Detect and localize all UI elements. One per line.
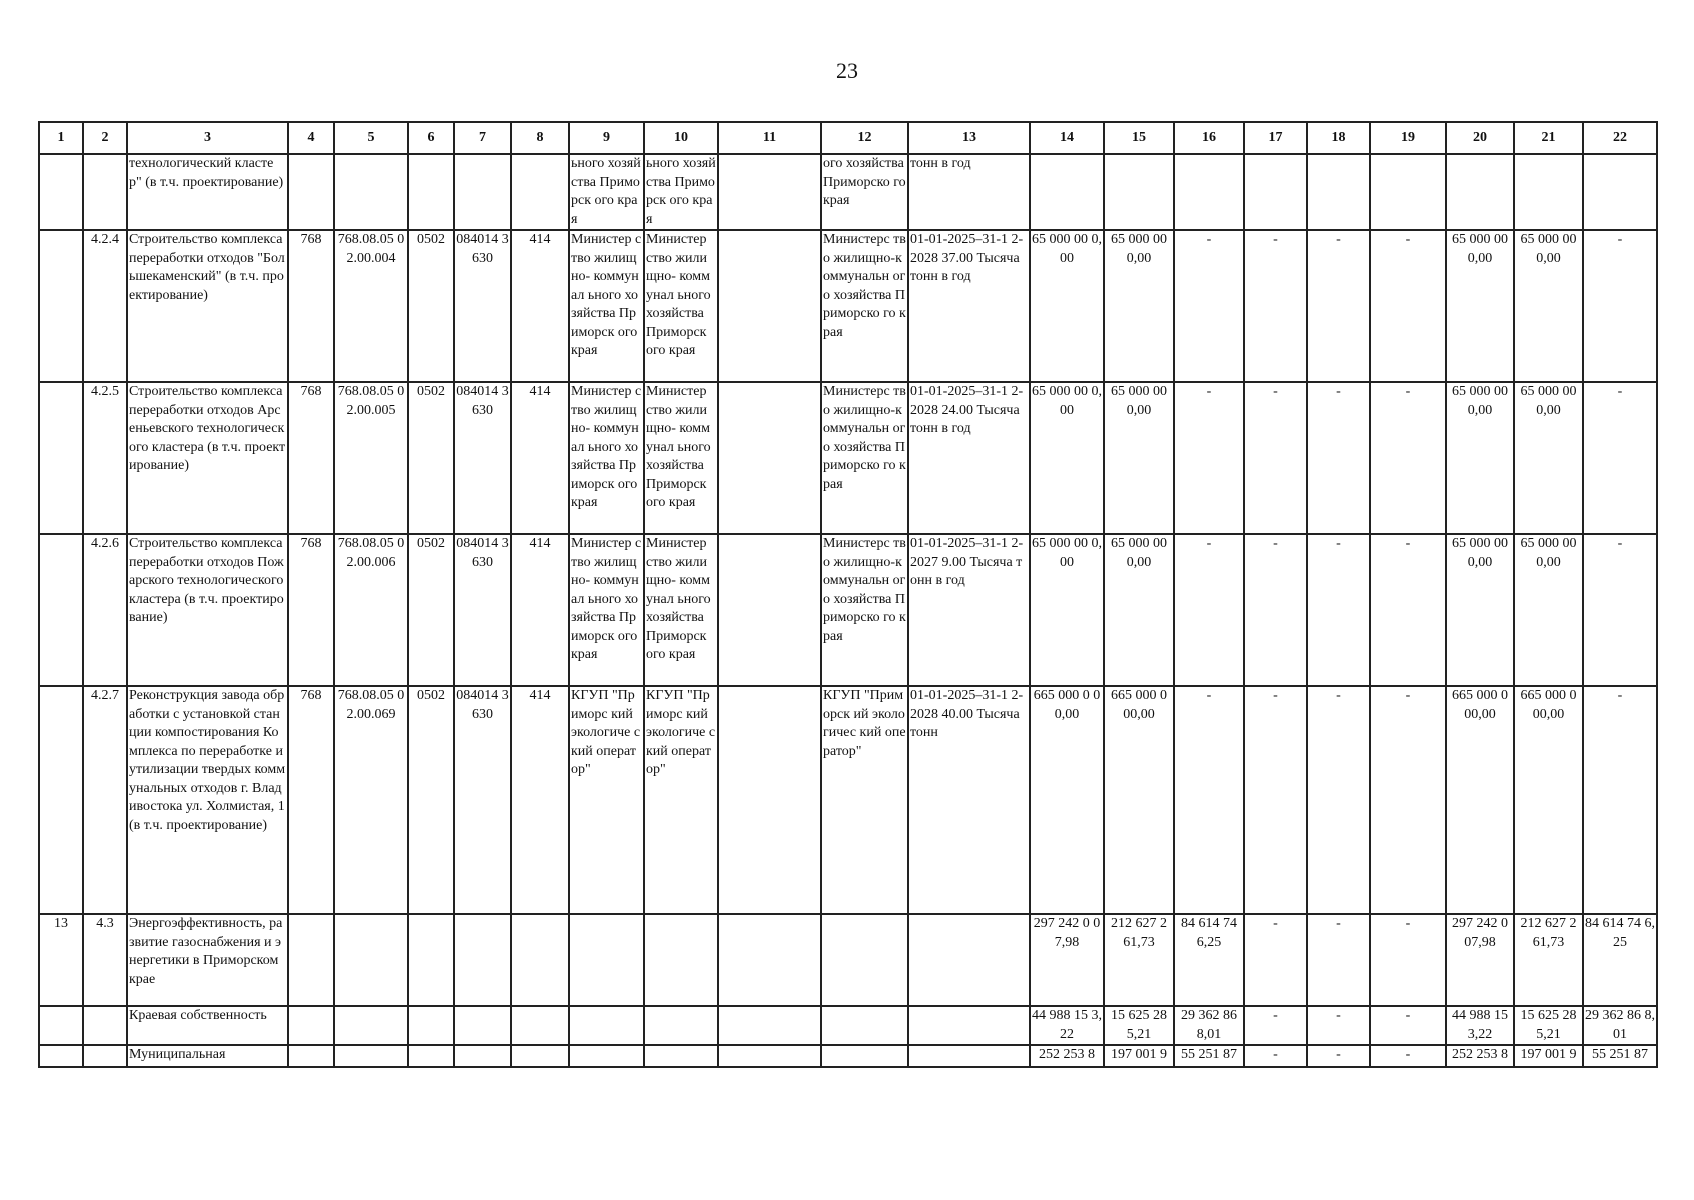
cell-col-16 — [1174, 154, 1244, 230]
cell-col-13 — [908, 914, 1030, 1006]
cell-col-11 — [718, 914, 821, 1006]
cell-col-9: КГУП "Приморс кий экологиче ский оператор" — [569, 686, 644, 914]
cell-col-10: Министер ство жилищно- коммунал ьного хозяйства Приморск ого края — [644, 534, 718, 686]
cell-col-5: 768.08.05 02.00.006 — [334, 534, 408, 686]
cell-col-5 — [334, 154, 408, 230]
col-header-16: 16 — [1174, 122, 1244, 154]
cell-col-11 — [718, 382, 821, 534]
cell-col-5 — [334, 1045, 408, 1067]
table-body — [39, 154, 1657, 1067]
cell-col-14: 65 000 00 0,00 — [1030, 230, 1104, 382]
cell-col-5: 768.08.05 02.00.005 — [334, 382, 408, 534]
cell-col-5: 768.08.05 02.00.004 — [334, 230, 408, 382]
cell-col-1 — [39, 686, 83, 914]
cell-col-19: - — [1370, 534, 1446, 686]
cell-col-4: 768 — [288, 686, 334, 914]
cell-col-9: Министер ство жилищно- коммунал ьного хозяйства Приморск ого края — [569, 534, 644, 686]
cell-col-19: - — [1370, 914, 1446, 1006]
cell-col-3: Строительство комплекса переработки отходов "Большекаменский" (в т.ч. проектирование) — [127, 230, 288, 382]
cell-col-9: Министер ство жилищно- коммунал ьного хозяйства Приморск ого края — [569, 382, 644, 534]
cell-col-7: 084014 3630 — [454, 230, 511, 382]
cell-col-16: - — [1174, 686, 1244, 914]
cell-col-14: 665 000 0 00,00 — [1030, 686, 1104, 914]
cell-col-12: Министерс тво жилищно-к оммунальн ого хозяйства Приморско го края — [821, 382, 908, 534]
col-header-12: 12 — [821, 122, 908, 154]
cell-col-3: Краевая собственность — [127, 1006, 288, 1045]
cell-col-22 — [1583, 154, 1657, 230]
table-row-4-2-5 — [39, 382, 1657, 534]
cell-col-20: 44 988 15 3,22 — [1446, 1006, 1514, 1045]
cell-col-9 — [569, 1006, 644, 1045]
cell-col-5: 768.08.05 02.00.069 — [334, 686, 408, 914]
cell-col-4 — [288, 1045, 334, 1067]
cell-col-11 — [718, 1006, 821, 1045]
col-header-15: 15 — [1104, 122, 1174, 154]
cell-col-6 — [408, 914, 454, 1006]
cell-col-12: Министерс тво жилищно-к оммунальн ого хозяйства Приморско го края — [821, 534, 908, 686]
cell-col-19: - — [1370, 230, 1446, 382]
cell-col-3: Строительство комплекса переработки отходов Арсеньевского технологического кластера (в т.ч. проектирование) — [127, 382, 288, 534]
cell-col-10: ьного хозяйства Приморск ого края — [644, 154, 718, 230]
cell-col-16: 29 362 86 8,01 — [1174, 1006, 1244, 1045]
cell-col-6: 0502 — [408, 686, 454, 914]
cell-col-9: Министер ство жилищно- коммунал ьного хозяйства Приморск ого края — [569, 230, 644, 382]
cell-col-15: 65 000 00 0,00 — [1104, 382, 1174, 534]
cell-col-7: 084014 3630 — [454, 382, 511, 534]
cell-col-21: 197 001 9 — [1514, 1045, 1583, 1067]
cell-col-19: - — [1370, 1006, 1446, 1045]
cell-col-7 — [454, 1045, 511, 1067]
cell-col-18: - — [1307, 686, 1370, 914]
col-header-6: 6 — [408, 122, 454, 154]
table-row-regional-property — [39, 1006, 1657, 1045]
cell-col-2 — [83, 1045, 127, 1067]
cell-col-18: - — [1307, 230, 1370, 382]
cell-col-21 — [1514, 154, 1583, 230]
cell-col-10 — [644, 1045, 718, 1067]
cell-col-3: Строительство комплекса переработки отходов Пожарского технологического кластера (в т.ч. проектирование) — [127, 534, 288, 686]
cell-col-6: 0502 — [408, 534, 454, 686]
cell-col-5 — [334, 914, 408, 1006]
cell-col-17 — [1244, 154, 1307, 230]
cell-col-1 — [39, 230, 83, 382]
cell-col-2: 4.2.4 — [83, 230, 127, 382]
cell-col-20: 65 000 00 0,00 — [1446, 534, 1514, 686]
cell-col-2: 4.2.6 — [83, 534, 127, 686]
cell-col-14: 44 988 15 3,22 — [1030, 1006, 1104, 1045]
cell-col-14: 252 253 8 — [1030, 1045, 1104, 1067]
cell-col-12 — [821, 914, 908, 1006]
cell-col-12: Министерс тво жилищно-к оммунальн ого хозяйства Приморско го края — [821, 230, 908, 382]
cell-col-17: - — [1244, 230, 1307, 382]
cell-col-1 — [39, 154, 83, 230]
cell-col-13: тонн в год — [908, 154, 1030, 230]
cell-col-12: КГУП "Приморск ий экологичес кий оператор" — [821, 686, 908, 914]
cell-col-13 — [908, 1045, 1030, 1067]
col-header-14: 14 — [1030, 122, 1104, 154]
cell-col-8 — [511, 1045, 569, 1067]
cell-col-17: - — [1244, 534, 1307, 686]
cell-col-4 — [288, 154, 334, 230]
cell-col-17: - — [1244, 1045, 1307, 1067]
cell-col-2: 4.3 — [83, 914, 127, 1006]
cell-col-7 — [454, 1006, 511, 1045]
cell-col-10: Министер ство жилищно- коммунал ьного хозяйства Приморск ого края — [644, 382, 718, 534]
cell-col-15: 65 000 00 0,00 — [1104, 230, 1174, 382]
cell-col-8: 414 — [511, 382, 569, 534]
cell-col-2: 4.2.7 — [83, 686, 127, 914]
cell-col-22: 55 251 87 — [1583, 1045, 1657, 1067]
cell-col-15 — [1104, 154, 1174, 230]
table-row-continuation — [39, 154, 1657, 230]
cell-col-1 — [39, 1045, 83, 1067]
cell-col-18: - — [1307, 1006, 1370, 1045]
cell-col-6 — [408, 1006, 454, 1045]
cell-col-16: - — [1174, 382, 1244, 534]
col-header-10: 10 — [644, 122, 718, 154]
cell-col-20: 665 000 0 00,00 — [1446, 686, 1514, 914]
cell-col-21: 212 627 2 61,73 — [1514, 914, 1583, 1006]
col-header-1: 1 — [39, 122, 83, 154]
cell-col-22: - — [1583, 534, 1657, 686]
cell-col-11 — [718, 534, 821, 686]
cell-col-13 — [908, 1006, 1030, 1045]
cell-col-22: 84 614 74 6,25 — [1583, 914, 1657, 1006]
col-header-7: 7 — [454, 122, 511, 154]
cell-col-5 — [334, 1006, 408, 1045]
cell-col-12 — [821, 1045, 908, 1067]
cell-col-13: 01-01-2025–31-1 2-2028 24.00 Тысяча тонн в год — [908, 382, 1030, 534]
cell-col-3: Муниципальная — [127, 1045, 288, 1067]
cell-col-15: 65 000 00 0,00 — [1104, 534, 1174, 686]
cell-col-18 — [1307, 154, 1370, 230]
col-header-22: 22 — [1583, 122, 1657, 154]
cell-col-4 — [288, 1006, 334, 1045]
cell-col-8 — [511, 1006, 569, 1045]
cell-col-21: 65 000 00 0,00 — [1514, 382, 1583, 534]
col-header-3: 3 — [127, 122, 288, 154]
cell-col-3: технологический кластер" (в т.ч. проектирование) — [127, 154, 288, 230]
cell-col-20: 297 242 0 07,98 — [1446, 914, 1514, 1006]
cell-col-6 — [408, 154, 454, 230]
header-row — [39, 122, 1657, 154]
cell-col-9: ьного хозяйства Приморск ого края — [569, 154, 644, 230]
cell-col-21: 65 000 00 0,00 — [1514, 534, 1583, 686]
cell-col-8: 414 — [511, 686, 569, 914]
cell-col-6: 0502 — [408, 382, 454, 534]
cell-col-13: 01-01-2025–31-1 2-2027 9.00 Тысяча тонн в год — [908, 534, 1030, 686]
cell-col-8: 414 — [511, 230, 569, 382]
cell-col-1 — [39, 534, 83, 686]
cell-col-1 — [39, 1006, 83, 1045]
cell-col-8: 414 — [511, 534, 569, 686]
cell-col-20 — [1446, 154, 1514, 230]
cell-col-11 — [718, 154, 821, 230]
cell-col-19: - — [1370, 1045, 1446, 1067]
cell-col-20: 65 000 00 0,00 — [1446, 382, 1514, 534]
cell-col-1: 13 — [39, 914, 83, 1006]
cell-col-10 — [644, 914, 718, 1006]
cell-col-13: 01-01-2025–31-1 2-2028 37.00 Тысяча тонн в год — [908, 230, 1030, 382]
table-row-4-3 — [39, 914, 1657, 1006]
cell-col-14: 65 000 00 0,00 — [1030, 382, 1104, 534]
cell-col-7: 084014 3630 — [454, 686, 511, 914]
cell-col-16: 84 614 74 6,25 — [1174, 914, 1244, 1006]
cell-col-14 — [1030, 154, 1104, 230]
cell-col-15: 197 001 9 — [1104, 1045, 1174, 1067]
col-header-4: 4 — [288, 122, 334, 154]
cell-col-17: - — [1244, 382, 1307, 534]
cell-col-15: 665 000 0 00,00 — [1104, 686, 1174, 914]
cell-col-21: 15 625 28 5,21 — [1514, 1006, 1583, 1045]
cell-col-16: 55 251 87 — [1174, 1045, 1244, 1067]
table-row-4-2-4 — [39, 230, 1657, 382]
col-header-8: 8 — [511, 122, 569, 154]
cell-col-22: 29 362 86 8,01 — [1583, 1006, 1657, 1045]
cell-col-10: КГУП "Приморс кий экологиче ский оператор" — [644, 686, 718, 914]
cell-col-12: ого хозяйства Приморско го края — [821, 154, 908, 230]
cell-col-3: Энергоэффективность, развитие газоснабжения и энергетики в Приморском крае — [127, 914, 288, 1006]
cell-col-4: 768 — [288, 534, 334, 686]
cell-col-20: 252 253 8 — [1446, 1045, 1514, 1067]
cell-col-9 — [569, 914, 644, 1006]
table-row-municipal — [39, 1045, 1657, 1067]
cell-col-18: - — [1307, 382, 1370, 534]
cell-col-10: Министер ство жилищно- коммунал ьного хозяйства Приморск ого края — [644, 230, 718, 382]
cell-col-14: 297 242 0 07,98 — [1030, 914, 1104, 1006]
col-header-13: 13 — [908, 122, 1030, 154]
col-header-19: 19 — [1370, 122, 1446, 154]
cell-col-16: - — [1174, 230, 1244, 382]
cell-col-21: 65 000 00 0,00 — [1514, 230, 1583, 382]
cell-col-7 — [454, 154, 511, 230]
cell-col-15: 212 627 2 61,73 — [1104, 914, 1174, 1006]
cell-col-17: - — [1244, 1006, 1307, 1045]
cell-col-18: - — [1307, 534, 1370, 686]
cell-col-4 — [288, 914, 334, 1006]
cell-col-6: 0502 — [408, 230, 454, 382]
cell-col-20: 65 000 00 0,00 — [1446, 230, 1514, 382]
cell-col-10 — [644, 1006, 718, 1045]
col-header-5: 5 — [334, 122, 408, 154]
table-row-4-2-7 — [39, 686, 1657, 914]
cell-col-2: 4.2.5 — [83, 382, 127, 534]
cell-col-6 — [408, 1045, 454, 1067]
cell-col-22: - — [1583, 230, 1657, 382]
cell-col-2 — [83, 154, 127, 230]
cell-col-17: - — [1244, 914, 1307, 1006]
cell-col-22: - — [1583, 382, 1657, 534]
cell-col-1 — [39, 382, 83, 534]
col-header-11: 11 — [718, 122, 821, 154]
cell-col-11 — [718, 686, 821, 914]
cell-col-19: - — [1370, 382, 1446, 534]
cell-col-8 — [511, 914, 569, 1006]
cell-col-19: - — [1370, 686, 1446, 914]
col-header-17: 17 — [1244, 122, 1307, 154]
col-header-20: 20 — [1446, 122, 1514, 154]
cell-col-19 — [1370, 154, 1446, 230]
cell-col-15: 15 625 28 5,21 — [1104, 1006, 1174, 1045]
cell-col-13: 01-01-2025–31-1 2-2028 40.00 Тысяча тонн — [908, 686, 1030, 914]
cell-col-4: 768 — [288, 382, 334, 534]
cell-col-3: Реконструкция завода обработки с установкой станции компостирования Комплекса по переработке и утилизации твердых коммунальных отходов г. Владивостока ул. Холмистая, 1 (в т.ч. проектирование) — [127, 686, 288, 914]
cell-col-11 — [718, 230, 821, 382]
cell-col-4: 768 — [288, 230, 334, 382]
cell-col-18: - — [1307, 1045, 1370, 1067]
cell-col-22: - — [1583, 686, 1657, 914]
cell-col-11 — [718, 1045, 821, 1067]
col-header-18: 18 — [1307, 122, 1370, 154]
budget-table — [38, 121, 1658, 1068]
cell-col-18: - — [1307, 914, 1370, 1006]
col-header-21: 21 — [1514, 122, 1583, 154]
col-header-9: 9 — [569, 122, 644, 154]
table-row-4-2-6 — [39, 534, 1657, 686]
cell-col-7: 084014 3630 — [454, 534, 511, 686]
page-number: 23 — [836, 58, 858, 83]
cell-col-12 — [821, 1006, 908, 1045]
cell-col-17: - — [1244, 686, 1307, 914]
cell-col-16: - — [1174, 534, 1244, 686]
cell-col-21: 665 000 0 00,00 — [1514, 686, 1583, 914]
cell-col-9 — [569, 1045, 644, 1067]
cell-col-8 — [511, 154, 569, 230]
cell-col-14: 65 000 00 0,00 — [1030, 534, 1104, 686]
cell-col-2 — [83, 1006, 127, 1045]
col-header-2: 2 — [83, 122, 127, 154]
cell-col-7 — [454, 914, 511, 1006]
